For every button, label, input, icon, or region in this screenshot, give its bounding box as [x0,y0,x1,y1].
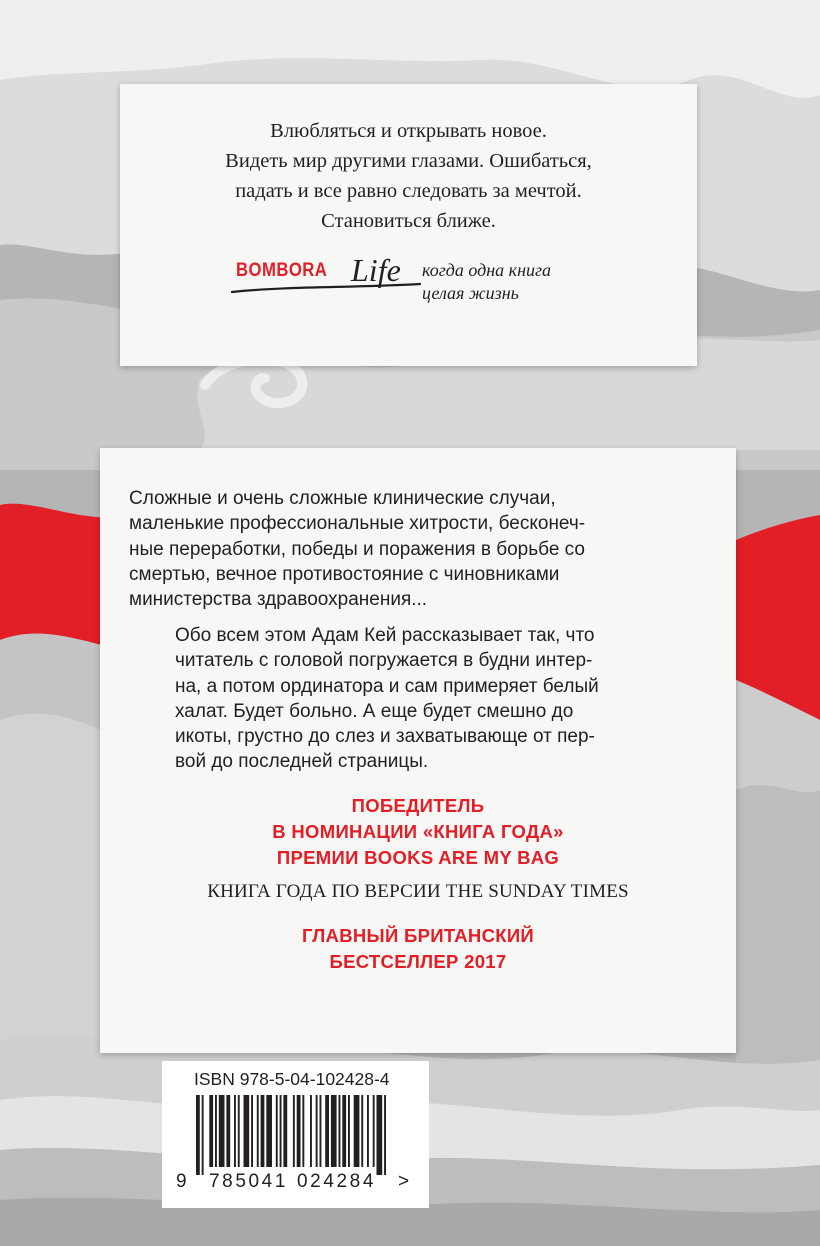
award-line: ПРЕМИИ BOOKS ARE MY BAG [276,847,560,868]
barcode-bar [325,1095,329,1167]
barcode-bar [310,1095,312,1167]
description-line: маленькие профессиональные хитрости, бесконеч- [129,513,586,535]
barcode-bar [209,1095,213,1167]
award-sunday-times: КНИГА ГОДА ПО ВЕРСИИ THE SUNDAY TIMES [207,881,629,902]
award-bestseller [100,923,736,975]
brand-tagline-line: когда одна книга [422,260,552,280]
barcode-bar [202,1095,204,1175]
description-paragraph-1 [129,486,721,612]
brand-tagline [422,259,551,305]
barcode-bar [234,1095,236,1167]
description-line: министерства здравоохранения... [129,589,428,611]
barcode-bar [361,1095,363,1167]
description-line: ные переработки, победы и поражения в борьбе со [129,538,585,560]
motto-text [120,116,697,236]
top-motto-card [120,84,697,366]
barcode-bar [283,1095,287,1167]
barcode-bar [276,1095,278,1167]
barcode-bar [266,1095,272,1167]
isbn-barcode-box [162,1061,429,1208]
barcode-bar [280,1095,282,1167]
barcode-bar [342,1095,346,1167]
brand-life-script: Life [351,252,401,288]
barcode-bar [339,1095,341,1167]
barcode-bars [196,1095,396,1175]
motto-line: Влюбляться и открывать новое. [270,120,547,142]
barcode-bar [348,1095,350,1167]
brand-tagline-line: целая жизнь [422,283,519,303]
barcode-bar [215,1095,217,1167]
barcode-bar [219,1095,225,1167]
barcode-bar [196,1095,200,1175]
barcode-bar [297,1095,301,1167]
main-description-card [100,448,736,1053]
barcode-bar [244,1095,250,1167]
isbn-digits-group-1: 785041 [209,1171,289,1192]
description-line: Сложные и очень сложные клинические случаи, [129,488,556,509]
motto-line: Становиться ближе. [321,210,496,232]
barcode-bar [354,1095,360,1167]
isbn-digit-first: 9 [176,1171,187,1192]
barcode-bar [377,1095,383,1175]
brand-name: BOMBORA [236,260,328,281]
award-line: ПОБЕДИТЕЛЬ [351,795,485,816]
description-line: халат. Будет больно. А еще будет смешно до [175,700,574,722]
barcode-bar [238,1095,240,1167]
award-line: ГЛАВНЫЙ БРИТАНСКИЙ [301,925,535,946]
isbn-digits-group-2: 024284 [297,1171,377,1192]
description-line: вой до последней страницы. [175,751,429,773]
award-books-are-my-bag [100,793,736,871]
barcode-bar [226,1095,230,1167]
description-paragraph-2 [175,623,767,775]
award-line: В НОМИНАЦИИ «КНИГА ГОДА» [272,821,564,842]
award-line: БЕСТСЕЛЛЕР 2017 [329,951,507,972]
barcode-bar [316,1095,318,1167]
description-line: смертью, вечное противостояние с чиновниками [129,563,560,585]
barcode-bar [373,1095,375,1167]
motto-line: падать и все равно следовать за мечтой. [235,180,582,202]
barcode-bar [293,1095,295,1167]
isbn-label: ISBN 978-5-04-102428-4 [194,1069,390,1089]
bombora-life-logo [230,252,590,322]
description-line: икоты, грустно до слез и захватывающе от пер- [175,726,595,748]
barcode-bar [320,1095,322,1167]
description-line: Обо всем этом Адам Кей рассказывает так, что [175,625,595,646]
barcode-bar [331,1095,337,1167]
description-line: читатель с головой погружается в будни интер- [175,650,593,672]
barcode-bar [251,1095,253,1167]
barcode-bar [367,1095,369,1167]
barcode-bar [384,1095,386,1175]
barcode-bar [257,1095,259,1167]
barcode-bar [302,1095,304,1167]
barcode-bar [261,1095,265,1167]
brand-underline-swoosh [230,280,430,300]
motto-line: Видеть мир другими глазами. Ошибаться, [225,150,592,172]
description-line: на, а потом ординатора и сам примеряет белый [175,675,599,697]
isbn-quiet-zone-arrow: > [398,1171,410,1192]
